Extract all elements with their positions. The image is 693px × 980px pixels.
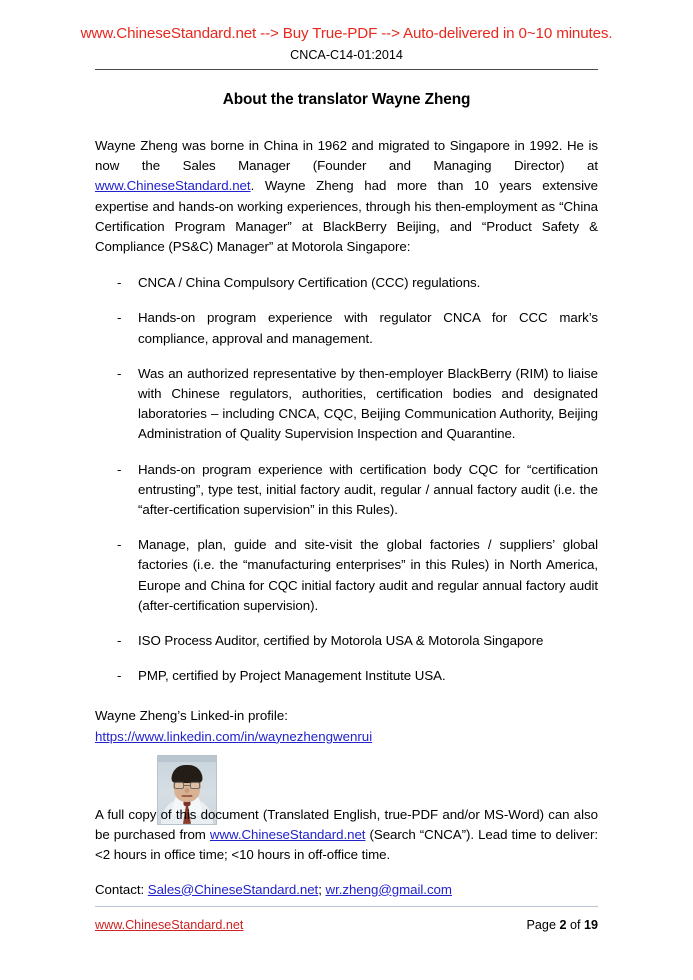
bullet-dash-icon: -: [117, 537, 122, 553]
list-item-text: Hands-on program experience with certification body CQC for “certification entrusting”, type test, initial factory audit, regular / annual factory audit (i.e. the “after-certification supervision” in this Rules).: [138, 461, 598, 518]
header-divider: [95, 69, 598, 70]
personal-email-link[interactable]: wr.zheng@gmail.com: [325, 881, 452, 897]
page-title: About the translator Wayne Zheng: [222, 91, 471, 108]
list-item: [95, 666, 598, 686]
contact-paragraph: [95, 880, 598, 900]
intro-text-part2: . Wayne Zheng had more than 10 years extensive expertise and hands-on working experiences, through his then-employment as “China Certification Program Manager” at BlackBerry Beijing, and “Product Safety & Compliance (PS&C) Manager” at Motorola Singapore:: [95, 178, 598, 255]
list-item-text: PMP, certified by Project Management Institute USA.: [138, 668, 446, 684]
bullet-dash-icon: -: [117, 633, 122, 649]
bullet-dash-icon: -: [117, 275, 122, 291]
list-item: [95, 631, 598, 651]
photo-background-band: [158, 756, 216, 762]
contact-separator: ;: [318, 881, 326, 897]
list-item: [95, 460, 598, 521]
list-item: [95, 308, 598, 348]
footer-site-link[interactable]: www.ChineseStandard.net: [95, 918, 244, 932]
document-code: CNCA-C14-01:2014: [290, 48, 403, 62]
list-item: [95, 273, 598, 293]
list-item-text: ISO Process Auditor, certified by Motorola USA & Motorola Singapore: [138, 633, 544, 649]
intro-text-part1: Wayne Zheng was borne in China in 1962 and migrated to Singapore in 1992. He is now the Sales Manager (Founder and Managing Director) at: [95, 138, 598, 174]
page-total: 19: [583, 918, 598, 932]
page-number: [527, 916, 598, 934]
linkedin-label: Wayne Zheng’s Linked-in profile:: [95, 708, 288, 724]
document-footer: [95, 916, 598, 934]
bullet-dash-icon: -: [117, 668, 122, 684]
document-header: [0, 24, 693, 64]
list-item-text: Was an authorized representative by then-employer BlackBerry (RIM) to liaise with Chinese regulators, authorities, certification bodies and designated laboratories – including CNCA, CQC, Beijing Communication Authority, Beijing Administration of Quality Supervision Inspection and Quarantine.: [138, 365, 598, 442]
purchase-text-part2: (Search “CNCA”). Lead time to deliver: <2 hours in office time; <10 hours in off-office time.: [95, 827, 598, 863]
nose-shape: [185, 788, 190, 793]
bullet-dash-icon: -: [117, 461, 122, 477]
bullet-dash-icon: -: [117, 310, 122, 326]
chinesestandard-link-intro[interactable]: www.ChineseStandard.net: [95, 178, 251, 194]
list-item-text: Manage, plan, guide and site-visit the global factories / suppliers’ global factories (i.e. the “manufacturing enterprises” in this Rules) in North America, Europe and China for CQC initial factory audit and regular annual factory audit (after-certification supervision).: [138, 537, 598, 613]
page-middle: of: [566, 918, 584, 932]
bullet-dash-icon: -: [117, 365, 122, 381]
sales-email-link[interactable]: Sales@ChineseStandard.net: [147, 881, 319, 897]
lens-left-shape: [174, 782, 184, 789]
lens-right-shape: [190, 782, 200, 789]
purchase-info-block: [95, 805, 598, 900]
footer-divider: [95, 906, 598, 907]
list-item-text: CNCA / China Compulsory Certification (CCC) regulations.: [138, 275, 481, 291]
promo-banner: www.ChineseStandard.net --> Buy True-PDF --> Auto-delivered in 0~10 minutes.: [80, 25, 613, 42]
page-current: 2: [559, 918, 567, 932]
chinesestandard-link-purchase[interactable]: www.ChineseStandard.net: [209, 827, 366, 843]
linkedin-profile-link[interactable]: https://www.linkedin.com/in/waynezhengwenrui: [95, 728, 373, 744]
purchase-text-part1: A full copy of this document (Translated English, true-PDF and/or MS-Word) can also be purchased from: [95, 807, 598, 843]
intro-paragraph: [95, 136, 598, 257]
page-prefix: Page: [526, 918, 560, 932]
linkedin-block: [95, 706, 598, 746]
list-item: [95, 535, 598, 616]
mouth-shape: [182, 795, 193, 797]
contact-label: Contact:: [95, 881, 148, 897]
purchase-paragraph: [95, 805, 598, 866]
list-item-text: Hands-on program experience with regulator CNCA for CCC mark’s compliance, approval and management.: [138, 310, 598, 346]
qualifications-list: [95, 273, 598, 686]
list-item: [95, 364, 598, 445]
document-body: [95, 90, 598, 825]
